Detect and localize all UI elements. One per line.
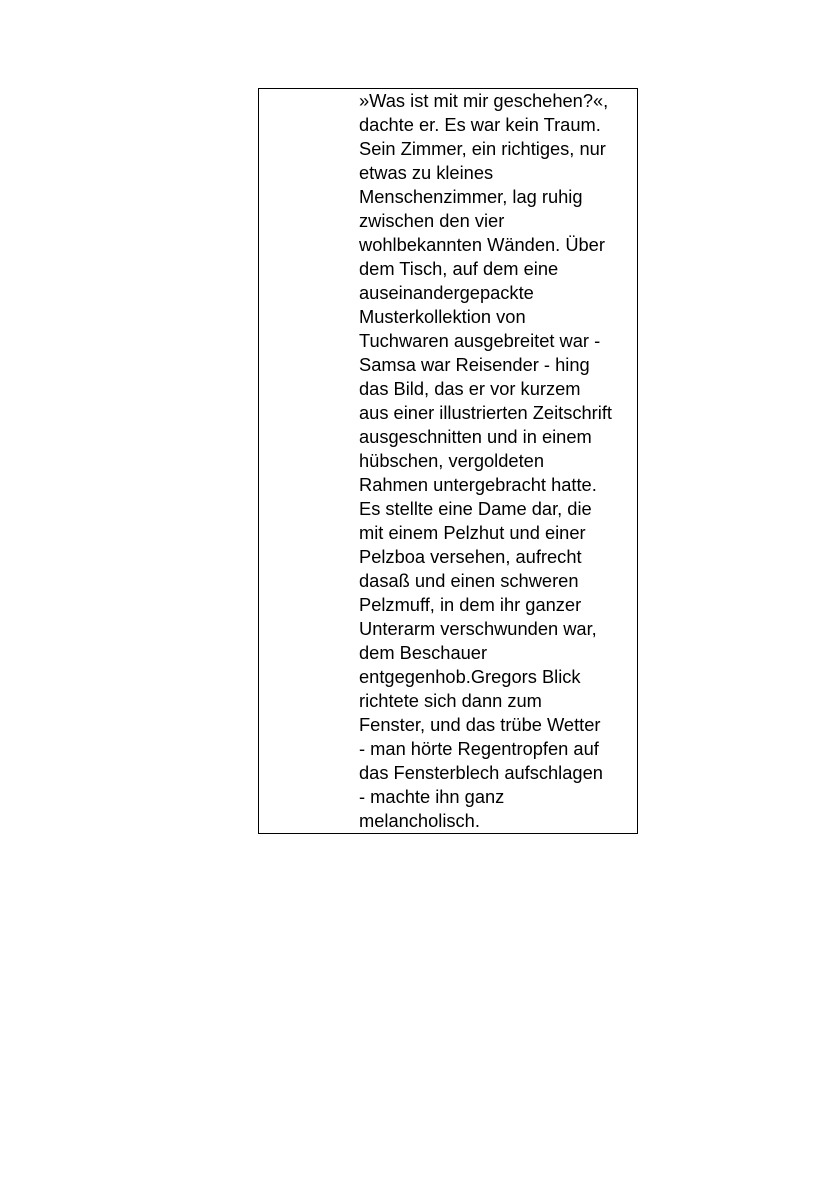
paragraph-line: dem Tisch, auf dem eine	[359, 258, 559, 279]
paragraph-line: »Was ist mit mir geschehen?«,	[359, 90, 609, 111]
paragraph-line: zwischen den vier	[359, 210, 505, 231]
paragraph-line: mit einem Pelzhut und einer	[359, 522, 586, 543]
paragraph-line: dachte er. Es war kein Traum.	[359, 114, 601, 135]
paragraph-line: dasaß und einen schweren	[359, 570, 579, 591]
paragraph-line: Pelzboa versehen, aufrecht	[359, 546, 582, 567]
paragraph-line: - machte ihn ganz	[359, 786, 505, 807]
paragraph-line: Pelzmuff, in dem ihr ganzer	[359, 594, 582, 615]
paragraph-line: hübschen, vergoldeten	[359, 450, 544, 471]
paragraph-line: Sein Zimmer, ein richtiges, nur	[359, 138, 606, 159]
paragraph-line: richtete sich dann zum	[359, 690, 542, 711]
paragraph-line: - man hörte Regentropfen auf	[359, 738, 599, 759]
paragraph-line: Unterarm verschwunden war,	[359, 618, 597, 639]
paragraph-line: dem Beschauer	[359, 642, 488, 663]
paragraph-line: das Bild, das er vor kurzem	[359, 378, 581, 399]
body-paragraph	[359, 89, 638, 833]
paragraph-line: Rahmen untergebracht hatte.	[359, 474, 597, 495]
paragraph-line: entgegenhob.Gregors Blick	[359, 666, 581, 687]
paragraph-line: Fenster, und das trübe Wetter	[359, 714, 601, 735]
paragraph-line: auseinandergepackte	[359, 282, 534, 303]
paragraph-line: ausgeschnitten und in einem	[359, 426, 592, 447]
paragraph-line: wohlbekannten Wänden. Über	[359, 234, 605, 255]
paragraph-line: etwas zu kleines	[359, 162, 494, 183]
paragraph-line: melancholisch.	[359, 810, 480, 831]
paragraph-line: aus einer illustrierten Zeitschrift	[359, 402, 612, 423]
paragraph-line: Musterkollektion von	[359, 306, 526, 327]
bordered-text-box	[258, 88, 638, 834]
paragraph-line: Samsa war Reisender - hing	[359, 354, 590, 375]
paragraph-line: Es stellte eine Dame dar, die	[359, 498, 592, 519]
paragraph-line: das Fensterblech aufschlagen	[359, 762, 603, 783]
paragraph-line: Menschenzimmer, lag ruhig	[359, 186, 583, 207]
paragraph-line: Tuchwaren ausgebreitet war -	[359, 330, 601, 351]
